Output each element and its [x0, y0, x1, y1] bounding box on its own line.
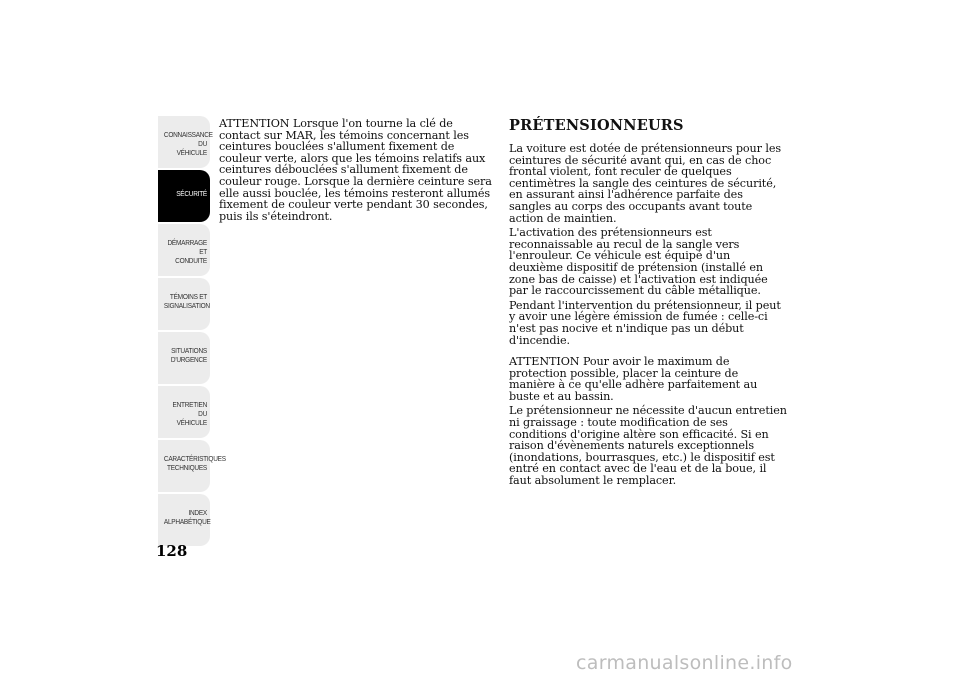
tab-label: SITUATIONS D'URGENCE	[170, 346, 207, 364]
page-number: 128	[156, 542, 188, 560]
tab-index-alphabetique[interactable]	[158, 494, 210, 546]
tab-caracteristiques-techniques[interactable]	[158, 440, 226, 492]
paragraph: L'activation des prétensionneurs est reconnaissable au recul de la sangle vers l'enrouleur. Ce véhicule est équipé d'un deuxième dispositif de prétension (installé en zone bas de caisse) et l'activation est indiquée par le raccourcissement du câble métallique.	[509, 226, 768, 298]
section-heading: PRÉTENSIONNEURS	[509, 117, 684, 134]
tab-connaissance-du-vehicule[interactable]	[158, 116, 213, 168]
paragraph: Pendant l'intervention du prétensionneur, il peut y avoir une légère émission de fumée : celle-ci n'est pas nocive et n'indique pas un début d'incendie.	[509, 298, 781, 347]
tab-label: DÉMARRAGE ET CONDUITE	[167, 238, 207, 265]
left-column	[219, 118, 494, 225]
tab-label: TÉMOINS ET SIGNALISATION	[163, 292, 210, 310]
paragraph: La voiture est dotée de prétensionneurs pour les ceintures de sécurité avant qui, en cas de choc frontal violent, font reculer de quelques centimètres la sangle des ceintures de sécurité, en assurant ainsi l'adhérence parfaite des sangles au corps des occupants avant toute action de maintien.	[509, 142, 781, 225]
tab-label: ENTRETIEN DU VÉHICULE	[172, 400, 207, 427]
watermark: carmanualsonline.info	[576, 652, 793, 674]
tab-label: INDEX ALPHABÉTIQUE	[163, 508, 211, 526]
attention-note-seatbelt-lights: ATTENTION Lorsque l'on tourne la clé de contact sur MAR, les témoins concernant les ceintures bouclées s'allument fixement de couleur verte, alors que les témoins relatifs aux ceintures débouclées s'allument fixement de couleur rouge. Lorsque la dernière ceinture sera elle aussi bouclée, les témoins resteront allumés fixement de couleur verte pendant 30 secondes, puis ils s'éteindront.	[219, 117, 492, 223]
tab-situations-d-urgence[interactable]	[158, 332, 210, 384]
attention-note-protection: ATTENTION Pour avoir le maximum de protection possible, placer la ceinture de manière à ce qu'elle adhère parfaitement au buste et au bassin.	[509, 355, 758, 403]
tab-label: CARACTÉRISTIQUES TECHNIQUES	[163, 454, 226, 472]
tab-demarrage-et-conduite[interactable]	[158, 224, 210, 276]
tab-securite[interactable]	[158, 170, 210, 222]
paragraph: Le prétensionneur ne nécessite d'aucun entretien ni graissage : toute modification de ses conditions d'origine altère son efficacité. Si en raison d'évènements naturels exceptionnels (inondations, bourrasques, etc.) le dispositif est entré en contact avec de l'eau et de la boue, il faut absolument le remplacer.	[509, 404, 787, 488]
tab-label: CONNAISSANCE DU VÉHICULE	[163, 130, 213, 157]
tab-label: SÉCURITÉ	[176, 189, 207, 198]
right-column	[509, 118, 787, 490]
tab-temoins-et-signalisation[interactable]	[158, 278, 210, 330]
tab-entretien-du-vehicule[interactable]	[158, 386, 210, 438]
